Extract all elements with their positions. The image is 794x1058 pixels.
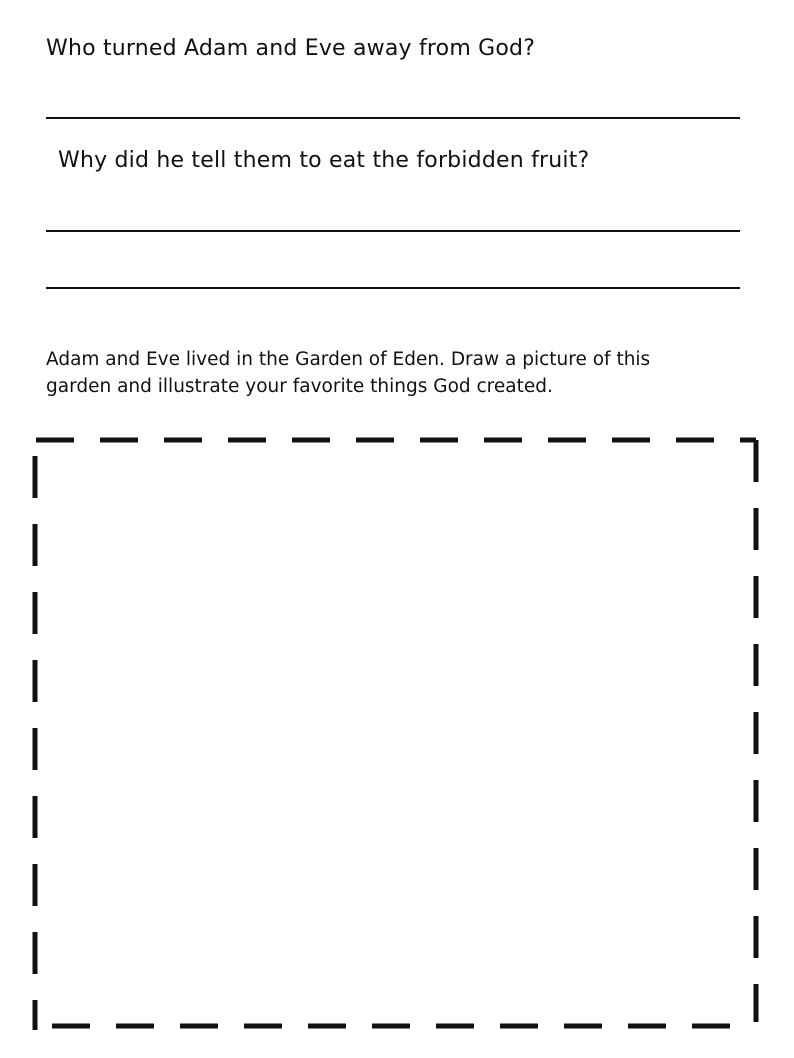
answer-line-1[interactable] — [46, 117, 740, 119]
answer-line-2[interactable] — [46, 230, 740, 232]
question-2: Why did he tell them to eat the forbidden fruit? — [58, 148, 590, 173]
instructions-line-2: garden and illustrate your favorite things God created. — [46, 376, 553, 397]
instructions-line-1: Adam and Eve lived in the Garden of Eden. Draw a picture of this — [46, 349, 651, 370]
answer-line-3[interactable] — [46, 287, 740, 289]
drawing-area[interactable] — [30, 434, 762, 1034]
drawing-instructions — [46, 346, 746, 400]
question-1: Who turned Adam and Eve away from God? — [46, 36, 536, 61]
